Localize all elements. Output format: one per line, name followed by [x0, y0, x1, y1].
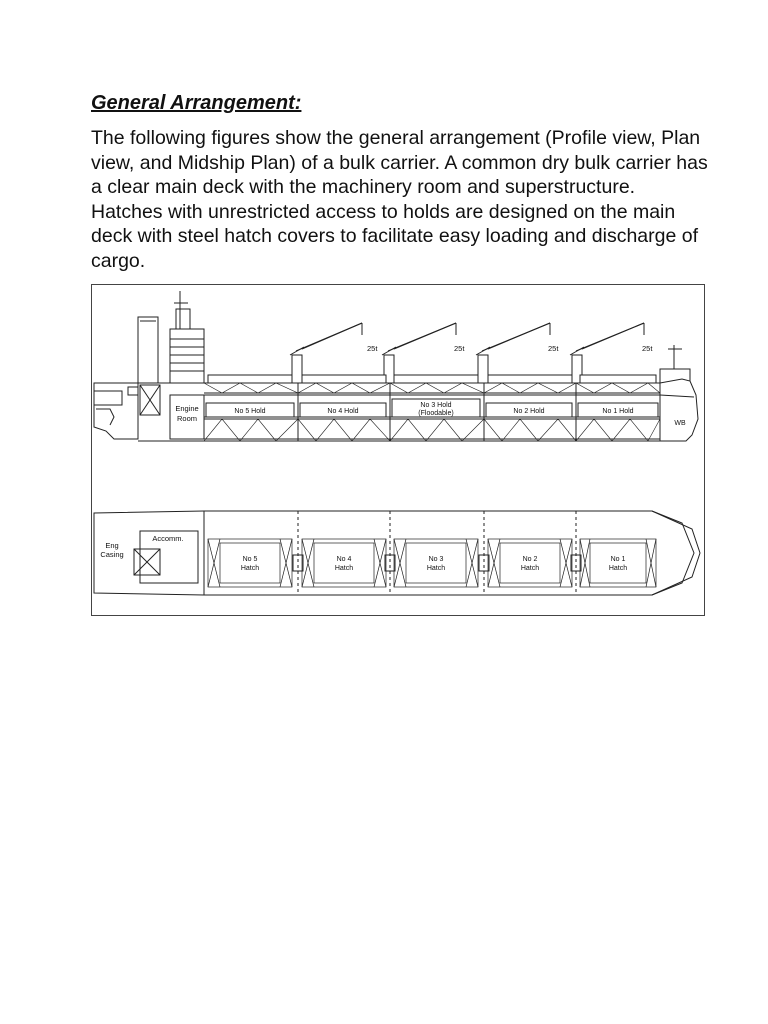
wb-label: WB — [674, 420, 686, 427]
page-title: General Arrangement: — [91, 92, 302, 114]
hull-plan — [94, 511, 700, 595]
crane-capacity-label: 25t — [454, 344, 465, 353]
hold-label: No 3 Hold — [420, 402, 452, 409]
plan-view — [94, 511, 700, 595]
hatch-label: No 1 — [610, 556, 626, 563]
hatch-label: No 3 — [428, 556, 444, 563]
hold-label: No 2 Hold — [513, 408, 545, 415]
hatch-label: Hatch — [520, 565, 540, 572]
hatch-label: Hatch — [426, 565, 446, 572]
intro-paragraph: The following figures show the general arrangement (Profile view, Plan view, and Midship Plan) of a bulk carrier. A common dry bulk carrier has a clear main deck with the machinery room and superstructure. Hatches with unrestricted access to holds are designed on the main deck with steel hatch covers to facilitate easy loading and discharge of cargo. — [91, 127, 708, 272]
hatch-covers — [208, 539, 656, 587]
ship-drawing — [92, 285, 706, 617]
hatch-label: No 2 — [522, 556, 538, 563]
crane-capacity-label: 25t — [367, 344, 378, 353]
eng-casing-label-1: Eng — [105, 541, 119, 550]
engine-room-label-2: Room — [176, 414, 198, 423]
crane-capacity-label: 25t — [548, 344, 559, 353]
hold-label: No 1 Hold — [602, 408, 634, 415]
hatch-label: Hatch — [334, 565, 354, 572]
hold-label: (Floodable) — [418, 410, 454, 417]
hatch-label: No 4 — [336, 556, 352, 563]
hatch-label: Hatch — [608, 565, 628, 572]
superstructure — [170, 329, 204, 383]
eng-casing-label-2: Casing — [100, 550, 124, 559]
accomm-label: Accomm. — [152, 534, 184, 543]
hatch-label: No 5 — [242, 556, 258, 563]
funnel — [138, 317, 158, 383]
deck-cranes — [290, 323, 644, 375]
hold-label: No 5 Hold — [234, 408, 266, 415]
engine-room-label-1: Engine — [175, 404, 199, 413]
general-arrangement-figure — [91, 284, 705, 616]
hold-label: No 4 Hold — [327, 408, 359, 415]
crane-capacity-label: 25t — [642, 344, 653, 353]
hatch-label: Hatch — [240, 565, 260, 572]
